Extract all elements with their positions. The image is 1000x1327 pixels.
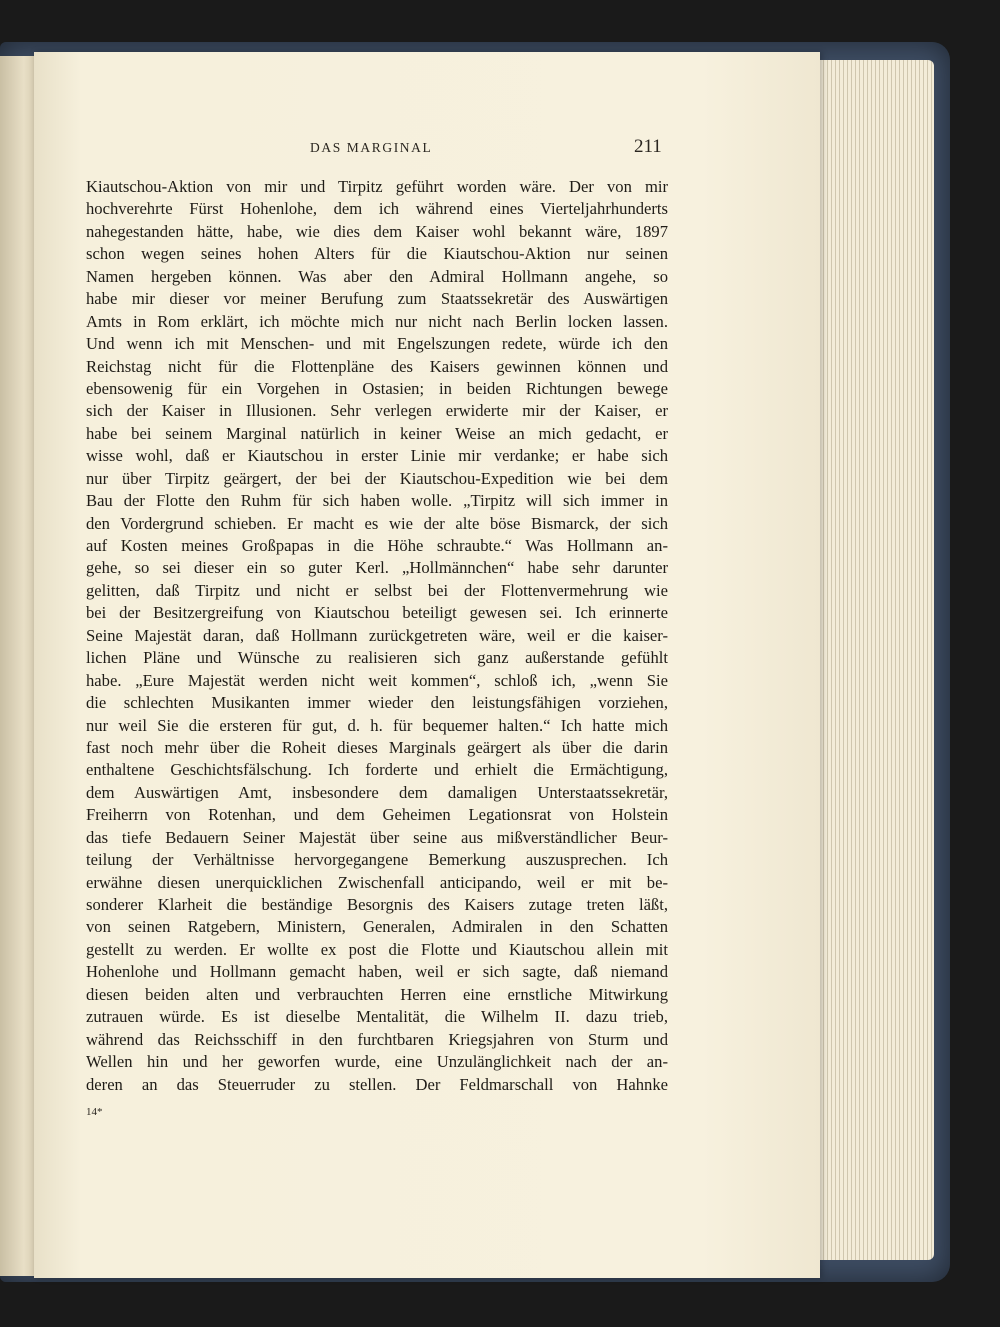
text-line: Kiautschou-Aktion von mir und Tirpitz geführt worden wäre. Der von mir <box>86 177 668 196</box>
text-line: gestellt zu werden. Er wollte ex post die Flotte und Kiautschou allein mit <box>86 939 668 959</box>
text-line: Bau der Flotte den Ruhm für sich haben wolle. „Tirpitz will sich immer in <box>86 491 668 511</box>
text-line: nahegestanden hätte, habe, wie dies dem Kaiser wohl bekannt wäre, 1897 <box>86 221 668 241</box>
text-line: Und wenn ich mit Menschen- und mit Engelszungen redete, würde ich den <box>86 334 668 354</box>
text-line: den Vordergrund schieben. Er macht es wie der alte böse Bismarck, der sich <box>86 513 668 533</box>
text-line: Seine Majestät daran, daß Hollmann zurückgetreten wäre, weil er die kaiser- <box>86 625 668 645</box>
text-line: Namen hergeben können. Was aber den Admiral Hollmann angehe, so <box>86 266 668 286</box>
signature-mark: 14* <box>86 1106 103 1118</box>
text-line: nur weil Sie die ersteren für gut, d. h. für bequemer halten.“ Ich hatte mich <box>86 715 668 735</box>
book-page <box>34 52 820 1278</box>
text-line: die schlechten Musikanten immer wieder den leistungsfähigen vorziehen, <box>86 693 668 713</box>
text-line: lichen Pläne und Wünsche zu realisieren sich ganz außerstande gefühlt <box>86 648 668 668</box>
text-line: Freiherrn von Rotenhan, und dem Geheimen Legationsrat von Holstein <box>86 805 668 825</box>
text-line: Reichstag nicht für die Flottenpläne des Kaisers gewinnen können und <box>86 356 668 376</box>
text-line: sich der Kaiser in Illusionen. Sehr verlegen erwiderte mir der Kaiser, er <box>86 401 668 421</box>
text-line: dem Auswärtigen Amt, insbesondere dem damaligen Unterstaatssekretär, <box>86 782 668 802</box>
text-line: auf Kosten meines Großpapas in die Höhe schraubte.“ Was Hollmann an- <box>86 536 668 555</box>
text-line: zutrauen würde. Es ist dieselbe Mentalität, die Wilhelm II. dazu trieb, <box>86 1007 668 1027</box>
text-line: hochverehrte Fürst Hohenlohe, dem ich während eines Vierteljahrhunderts <box>86 199 668 219</box>
text-line: teilung der Verhältnisse hervorgegangene Bemerkung auszusprechen. Ich <box>86 850 668 870</box>
text-line: sonderer Klarheit die beständige Besorgnis des Kaisers zutage treten läßt, <box>86 895 668 914</box>
text-line: wisse wohl, daß er Kiautschou in erster Linie mir verdanke; er habe sich <box>86 446 668 466</box>
text-line: von seinen Ratgebern, Ministern, Generalen, Admiralen in den Schatten <box>86 917 668 937</box>
facing-page-edge <box>0 56 34 1276</box>
text-line: erwähne diesen unerquicklichen Zwischenfall anticipando, weil er mit be- <box>86 872 668 892</box>
text-line: habe mir dieser vor meiner Berufung zum Staatssekretär des Auswärtigen <box>86 289 668 309</box>
running-head-title: DAS MARGINAL <box>310 140 433 155</box>
running-head <box>34 136 820 164</box>
text-line: Hohenlohe und Hollmann gemacht haben, weil er sich sagte, daß niemand <box>86 962 668 982</box>
text-line: bei der Besitzergreifung von Kiautschou beteiligt gewesen sei. Ich erinnerte <box>86 603 668 623</box>
text-line: Amts in Rom erklärt, ich möchte mich nur nicht nach Berlin locken lassen. <box>86 311 668 331</box>
text-line: gelitten, daß Tirpitz und nicht er selbst bei der Flottenvermehrung wie <box>86 580 668 600</box>
text-line: schon wegen seines hohen Alters für die Kiautschou-Aktion nur seinen <box>86 244 668 264</box>
text-line: ebensowenig für ein Vorgehen in Ostasien; in beiden Richtungen bewege <box>86 378 668 398</box>
text-line: nur über Tirpitz geärgert, der bei der Kiautschou-Expedition wie bei dem <box>86 468 668 488</box>
text-line: deren an das Steuerruder zu stellen. Der Feldmarschall von Hahnke <box>86 1074 668 1094</box>
text-line: Wellen hin und her geworfen wurde, eine Unzulänglichkeit nach der an- <box>86 1052 668 1072</box>
text-line: habe. „Eure Majestät werden nicht weit kommen“, schloß ich, „wenn Sie <box>86 670 668 690</box>
text-line: gehe, so sei dieser ein so guter Kerl. „Hollmännchen“ habe sehr darunter <box>86 558 668 578</box>
text-line: während das Reichsschiff in den furchtbaren Kriegsjahren von Sturm und <box>86 1029 668 1049</box>
page-number: 211 <box>634 136 662 157</box>
text-line: habe bei seinem Marginal natürlich in keiner Weise an mich gedacht, er <box>86 423 668 443</box>
body-text <box>86 176 668 1096</box>
text-line: fast noch mehr über die Roheit dieses Marginals geärgert als über die darin <box>86 737 668 757</box>
text-line: diesen beiden alten und verbrauchten Herren eine ernstliche Mitwirkung <box>86 984 668 1004</box>
text-line: das tiefe Bedauern Seiner Majestät über seine aus mißverständlicher Beur- <box>86 827 668 847</box>
page-edges <box>800 60 934 1260</box>
text-line: enthaltene Geschichtsfälschung. Ich forderte und erhielt die Ermächtigung, <box>86 760 668 780</box>
